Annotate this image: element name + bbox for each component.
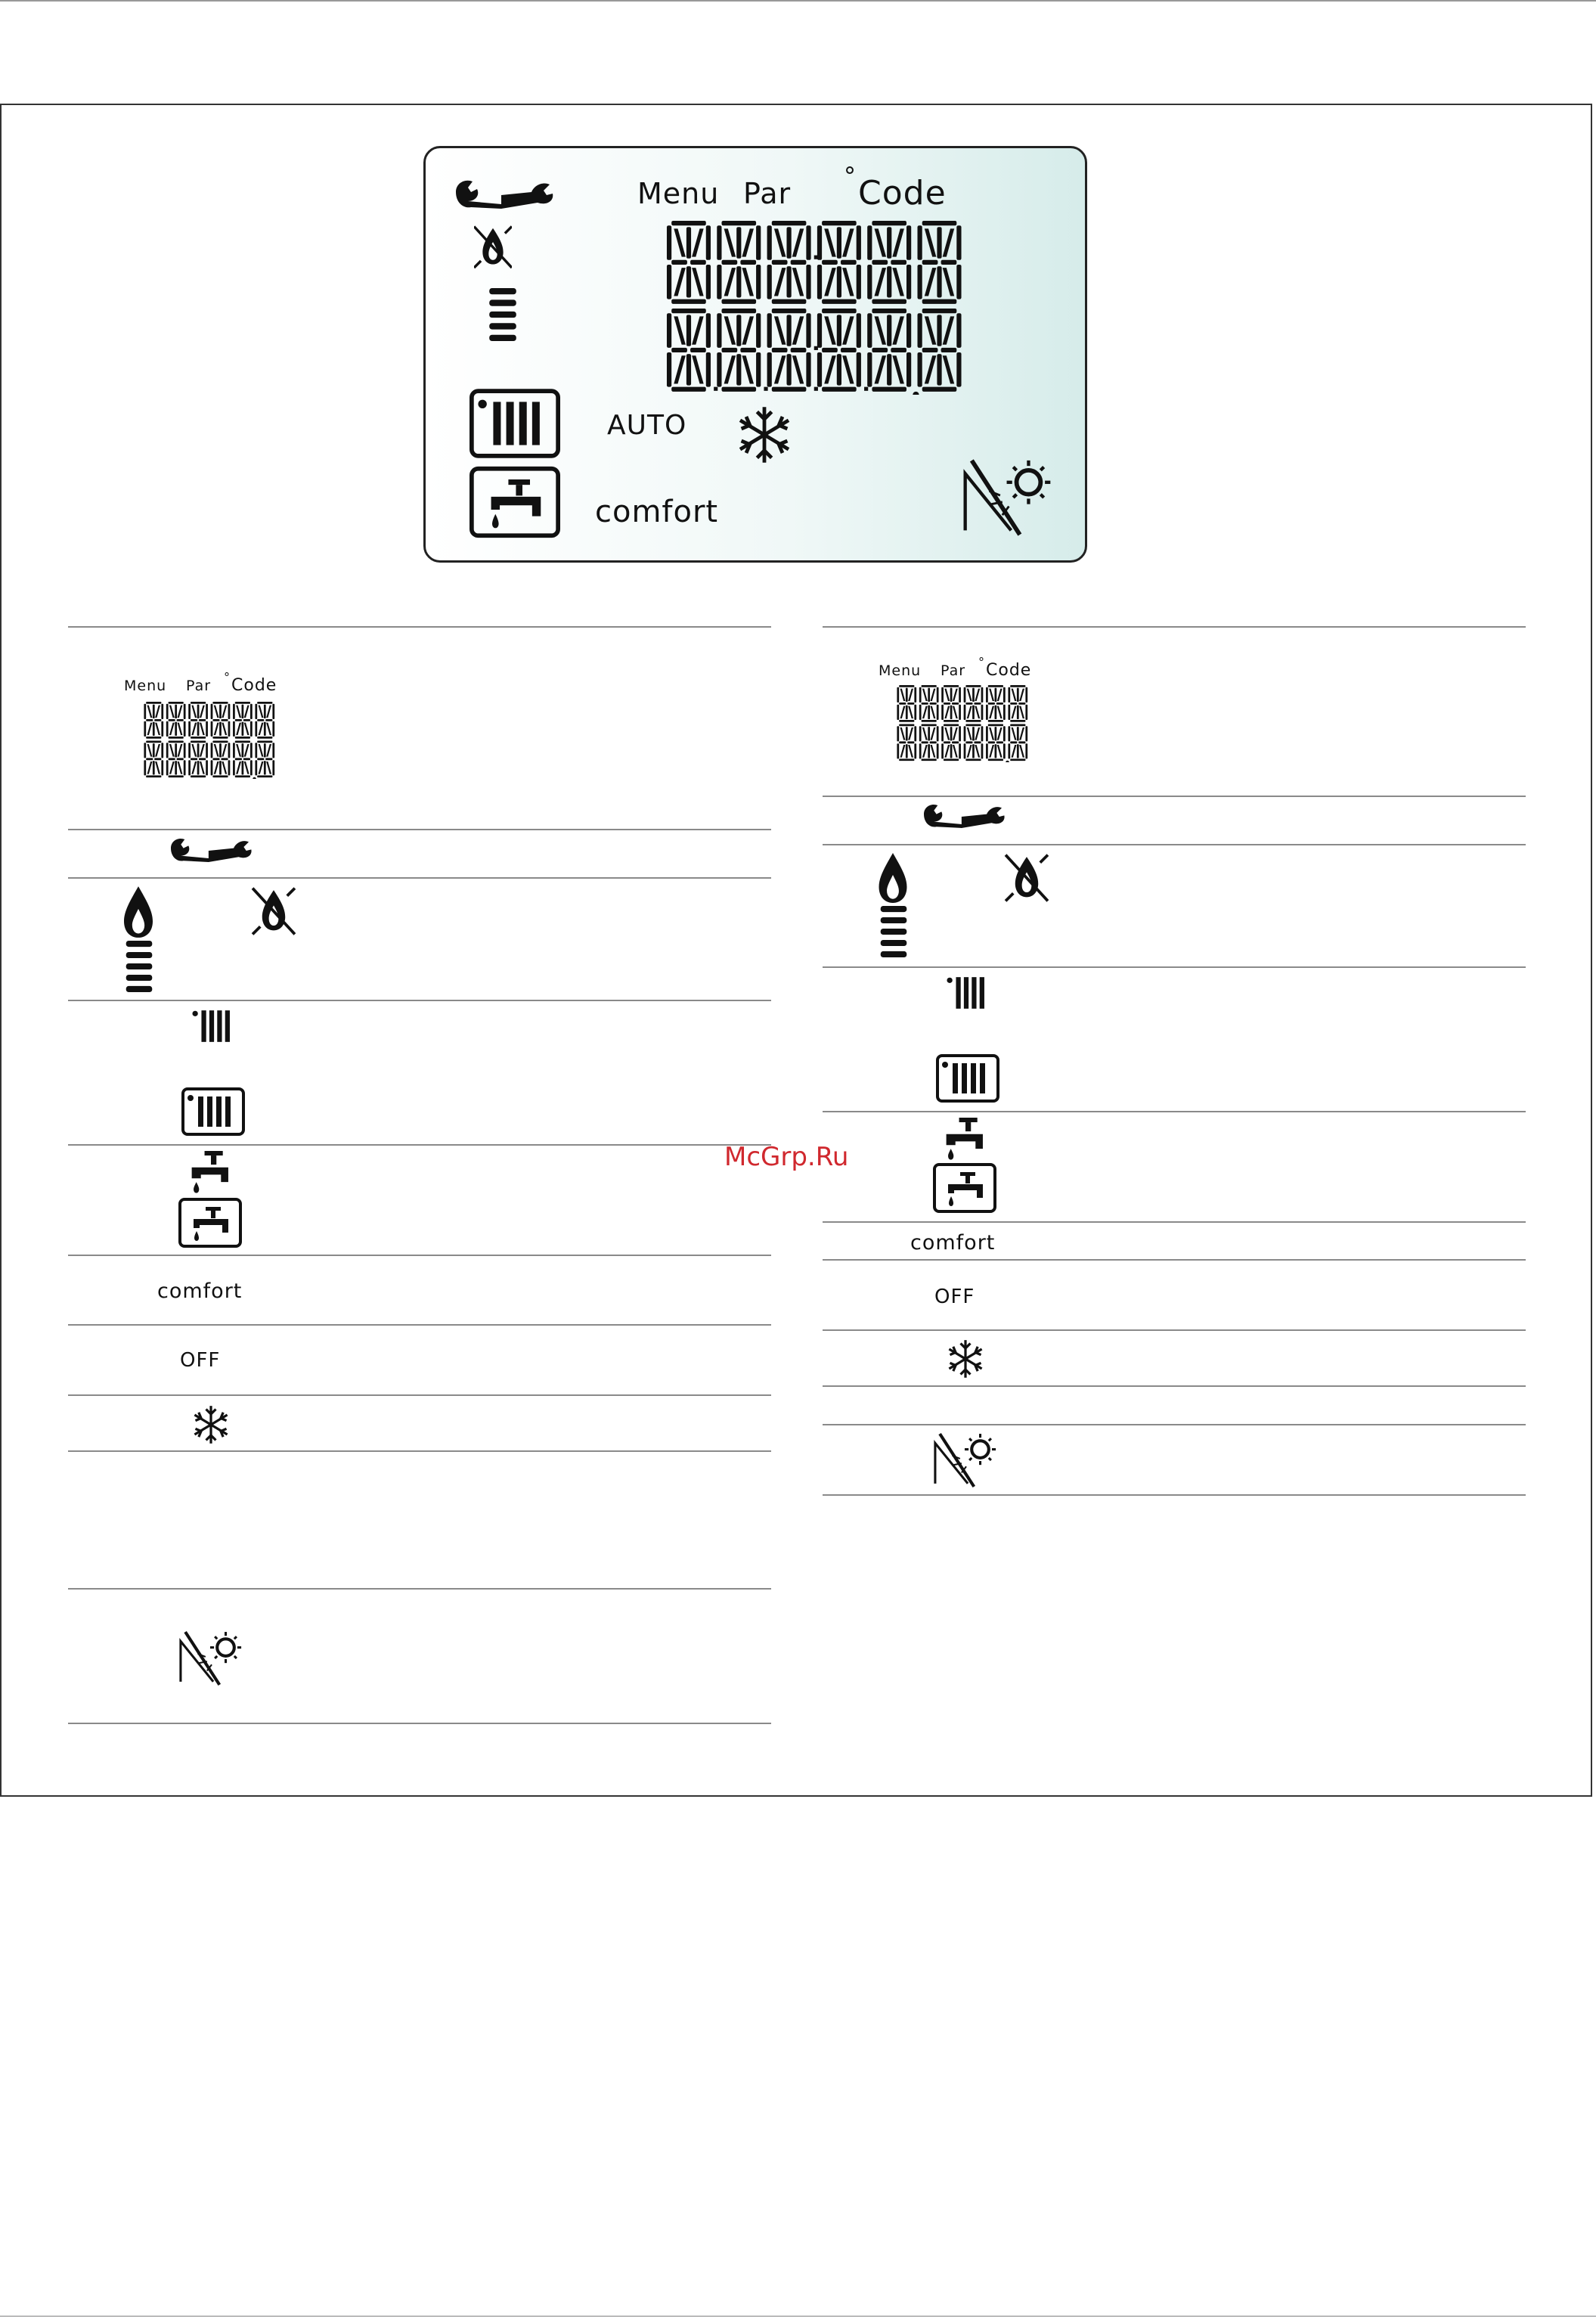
- lcd-digit-display: [574, 221, 1065, 395]
- off-label: OFF: [934, 1286, 975, 1308]
- watermark: McGrp.Ru: [724, 1142, 849, 1172]
- table-rule: [823, 796, 1526, 797]
- solar-icon: [178, 1630, 243, 1686]
- radiator-box-icon: [181, 1087, 245, 1136]
- radiator-icon: [944, 974, 989, 1012]
- mini-lcd-label-par: Par: [186, 678, 212, 694]
- mini-lcd-label-degree: °: [978, 655, 985, 669]
- mini-lcd-label-menu: Menu: [879, 662, 922, 679]
- flame-cross-icon: [474, 221, 512, 289]
- tap-box-icon: [178, 1198, 242, 1248]
- mini-lcd-label-par: Par: [941, 662, 966, 679]
- wrench-icon: [171, 836, 253, 866]
- solar-icon: [933, 1432, 998, 1488]
- table-rule: [823, 1424, 1526, 1425]
- table-rule: [68, 1588, 771, 1590]
- lcd-label-menu: Menu: [637, 177, 720, 210]
- flame-cross-icon: [1004, 853, 1049, 903]
- comfort-label: comfort: [157, 1279, 243, 1303]
- table-rule: [823, 1221, 1526, 1223]
- table-rule: [68, 1144, 771, 1146]
- lcd-display: [423, 146, 1087, 563]
- table-rule: [68, 829, 771, 830]
- wrench-icon: [924, 802, 1006, 832]
- table-rule: [68, 1255, 771, 1256]
- tap-icon: [187, 1151, 234, 1195]
- table-rule: [823, 626, 1526, 628]
- table-rule: [68, 1394, 771, 1396]
- table-rule: [823, 1111, 1526, 1112]
- snowflake-icon: [191, 1404, 231, 1445]
- lcd-label-comfort: comfort: [595, 495, 719, 529]
- flame-level-bars-icon: [488, 288, 518, 341]
- snowflake-icon: [945, 1338, 986, 1379]
- lcd-label-code: Code: [858, 174, 947, 212]
- table-rule: [823, 966, 1526, 968]
- flame-level-bars-icon: [880, 906, 907, 957]
- mini-lcd-label-code: Code: [986, 661, 1032, 680]
- tap-box-icon: [933, 1163, 996, 1213]
- table-rule: [68, 1723, 771, 1724]
- radiator-icon: [189, 1007, 234, 1045]
- wrench-icon: [456, 178, 554, 212]
- flame-cross-icon: [251, 886, 296, 936]
- off-label: OFF: [180, 1349, 221, 1372]
- lcd-label-auto: AUTO: [607, 410, 687, 441]
- table-rule: [823, 844, 1526, 845]
- lcd-label-par: Par: [743, 177, 792, 210]
- solar-icon: [962, 458, 1053, 537]
- mini-digit-display: [850, 685, 1080, 762]
- flame-icon: [124, 886, 153, 938]
- tap-box-icon: [470, 466, 560, 538]
- flame-level-bars-icon: [126, 941, 153, 992]
- table-rule: [68, 1000, 771, 1001]
- mini-lcd-label-code: Code: [231, 676, 277, 695]
- table-rule: [823, 1329, 1526, 1331]
- tap-icon: [942, 1118, 989, 1162]
- table-rule: [823, 1259, 1526, 1261]
- mini-lcd-label-degree: °: [224, 670, 231, 684]
- table-rule: [68, 626, 771, 628]
- table-rule: [68, 1324, 771, 1326]
- table-rule: [823, 1494, 1526, 1496]
- mini-lcd-label-menu: Menu: [124, 678, 167, 694]
- table-rule: [68, 1450, 771, 1452]
- snowflake-icon: [734, 401, 795, 469]
- flame-icon: [879, 853, 907, 903]
- comfort-label: comfort: [910, 1231, 996, 1255]
- lcd-label-degree: °: [844, 162, 857, 191]
- radiator-box-icon: [936, 1054, 999, 1103]
- table-rule: [68, 877, 771, 879]
- radiator-box-icon: [470, 389, 560, 458]
- mini-digit-display: [97, 702, 327, 779]
- page-top-rule: [0, 0, 1596, 2]
- table-rule: [823, 1385, 1526, 1387]
